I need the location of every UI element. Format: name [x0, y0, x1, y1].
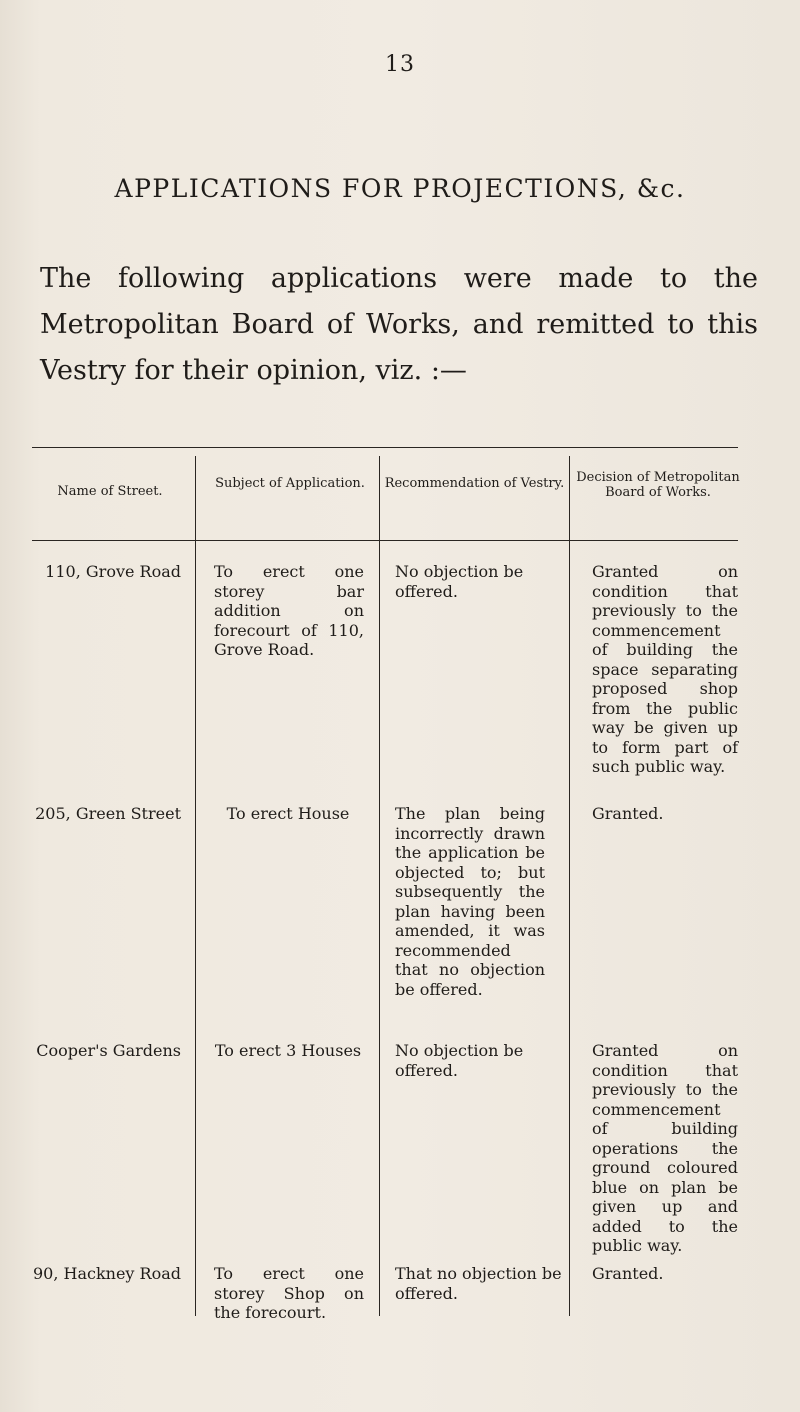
- column-divider-3: [569, 456, 570, 1316]
- table-row-2-decision: Granted.: [592, 804, 664, 823]
- table-row-1-street: 110, Grove Road: [45, 562, 181, 581]
- table-row-2-street: 205, Green Street: [35, 804, 181, 823]
- table-row-1-recommendation: No objection be offered.: [395, 562, 524, 601]
- table-header-rule: [32, 540, 738, 541]
- table-row-1-subject: To erect one storey bar addition on forecourt of 110, Grove Road.: [214, 562, 364, 659]
- table-row-3-street: Cooper's Gardens: [36, 1041, 181, 1060]
- table-row-3-subject: To erect 3 Houses: [214, 1041, 362, 1060]
- table-row-1-decision: Granted on condition that previously to the commencement of building the space separating proposed shop from the public way be given up to form part of such public way.: [592, 562, 738, 776]
- header-recommendation: Recommendation of Vestry.: [384, 476, 565, 491]
- table-row-3-decision: Granted on condition that previously to the commencement of building operations the ground coloured blue on plan be given up and added to the public way.: [592, 1041, 738, 1255]
- table-row-4-decision: Granted.: [592, 1264, 664, 1283]
- column-divider-1: [195, 456, 196, 1316]
- intro-paragraph: The following applications were made to the Metropolitan Board of Works, and remitted to this Vestry for their opinion, viz. :—: [40, 263, 758, 386]
- table-top-rule: [32, 447, 738, 448]
- header-decision: Decision of Metropolitan Board of Works.: [576, 470, 740, 500]
- table-row-2-subject: To erect House: [226, 804, 350, 823]
- table-row-4-street: 90, Hackney Road: [32, 1264, 181, 1283]
- table-row-3-recommendation: No objection be offered.: [395, 1041, 524, 1080]
- header-subject: Subject of Application.: [215, 476, 365, 491]
- table-row-4-recommendation: That no objection be offered.: [395, 1264, 562, 1303]
- page-number: 13: [385, 52, 415, 77]
- header-street: Name of Street.: [57, 484, 163, 499]
- table-row-4-subject: To erect one storey Shop on the forecourt.: [214, 1264, 364, 1322]
- table-row-2-recommendation: The plan being incorrectly drawn the application be objected to; but subsequently the plan having been amended, it was recommended that no objection be offered.: [395, 804, 545, 999]
- section-title: APPLICATIONS FOR PROJECTIONS, &c.: [114, 174, 686, 203]
- column-divider-2: [379, 456, 380, 1316]
